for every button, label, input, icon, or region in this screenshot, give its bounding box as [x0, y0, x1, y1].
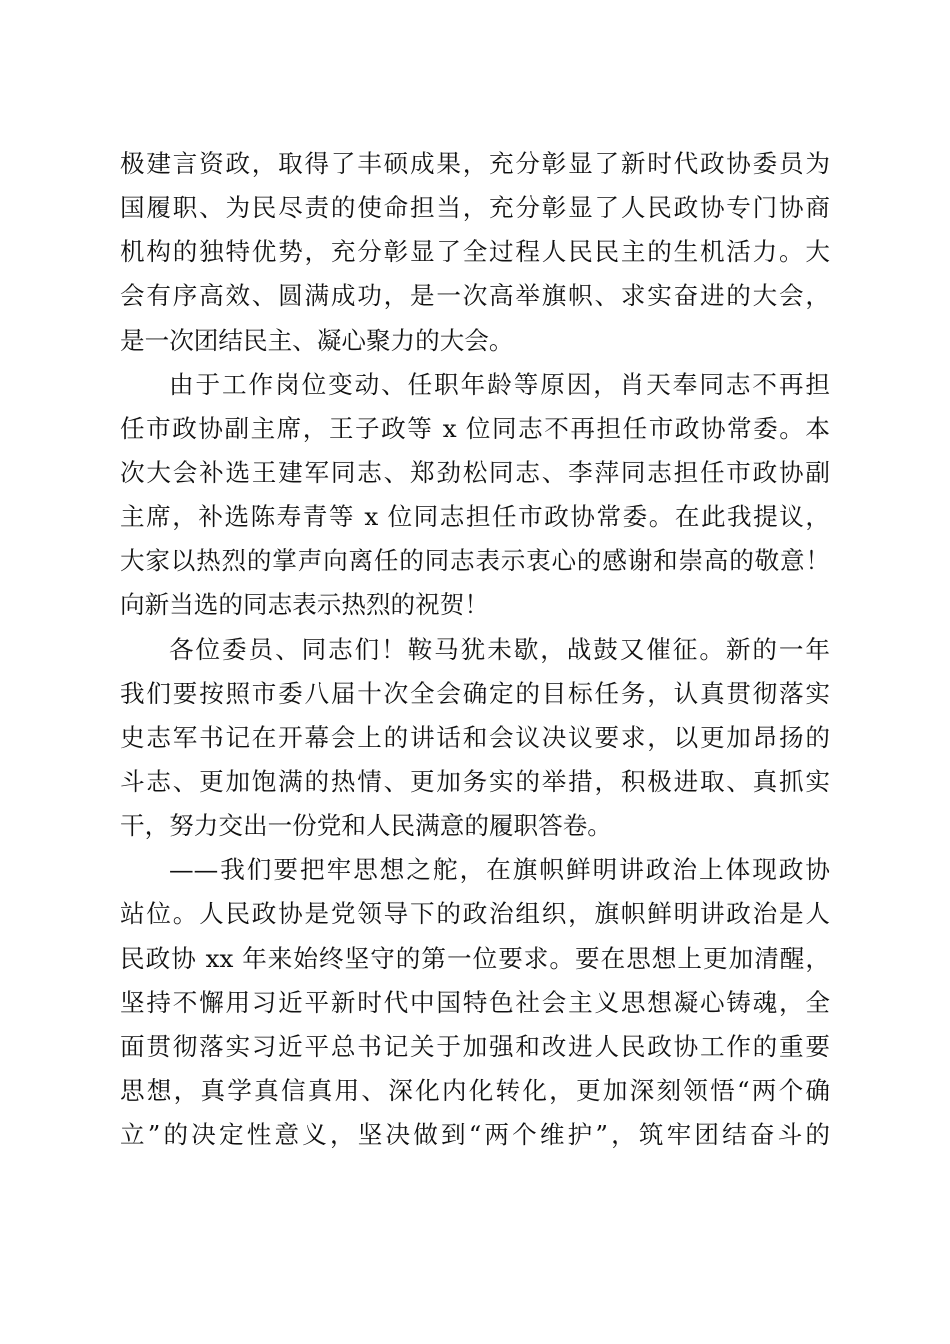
text-line: 会有序高效、圆满成功，是一次高举旗帜、求实奋进的大会，: [120, 281, 830, 311]
text-line: 斗志、更加饱满的热情、更加务实的举措，积极进取、真抓实: [120, 766, 830, 796]
text-line: 立”的决定性意义，坚决做到“两个维护”，筑牢团结奋斗的: [120, 1120, 830, 1150]
text-line: 民政协 xx 年来始终坚守的第一位要求。要在思想上更加清醒，: [120, 943, 830, 973]
paragraph-start-line: ——我们要把牢思想之舵，在旗帜鲜明讲政治上体现政协: [169, 855, 830, 885]
text-line: 坚持不懈用习近平新时代中国特色社会主义思想凝心铸魂，全: [120, 987, 830, 1017]
text-line: 机构的独特优势，充分彰显了全过程人民民主的生机活力。大: [120, 237, 830, 267]
text-line: 站位。人民政协是党领导下的政治组织，旗帜鲜明讲政治是人: [120, 899, 830, 929]
text-line: 次大会补选王建军同志、郑劲松同志、李萍同志担任市政协副: [120, 457, 830, 487]
text-line: 我们要按照市委八届十次全会确定的目标任务，认真贯彻落实: [120, 678, 830, 708]
text-line: 干，努力交出一份党和人民满意的履职答卷。: [120, 811, 612, 841]
body-text: [120, 142, 830, 1157]
text-line: 大家以热烈的掌声向离任的同志表示衷心的感谢和崇高的敬意！: [120, 546, 830, 576]
text-line: 史志军书记在开幕会上的讲话和会议决议要求，以更加昂扬的: [120, 722, 830, 752]
text-line: 思想，真学真信真用、深化内化转化，更加深刻领悟“两个确: [120, 1075, 830, 1105]
text-line: 任市政协副主席，王子政等 x 位同志不再担任市政协常委。本: [120, 413, 830, 443]
paragraph-start-line: 各位委员、同志们！鞍马犹未歇，战鼓又催征。新的一年: [169, 634, 830, 664]
text-line: 向新当选的同志表示热烈的祝贺！: [120, 590, 489, 620]
text-line: 主席，补选陈寿青等 x 位同志担任市政协常委。在此我提议，: [120, 502, 830, 532]
paragraph-start-line: 由于工作岗位变动、任职年龄等原因，肖天奉同志不再担: [169, 369, 830, 399]
text-line: 面贯彻落实习近平总书记关于加强和改进人民政协工作的重要: [120, 1031, 830, 1061]
text-line: 极建言资政，取得了丰硕成果，充分彰显了新时代政协委员为: [120, 149, 830, 178]
text-line: 是一次团结民主、凝心聚力的大会。: [120, 325, 514, 355]
text-line: 国履职、为民尽责的使命担当，充分彰显了人民政协专门协商: [120, 193, 830, 223]
